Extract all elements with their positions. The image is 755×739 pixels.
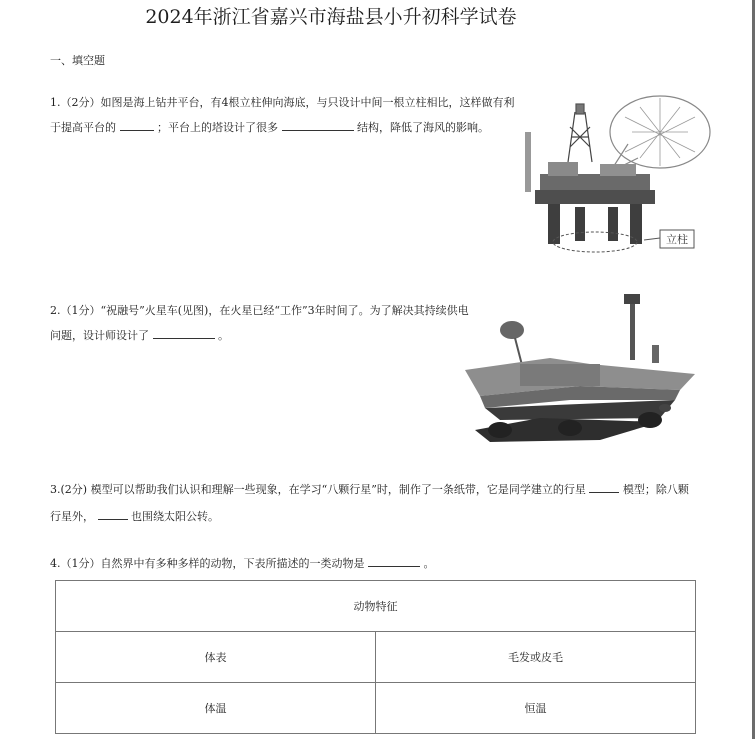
question-1-blank-1[interactable] <box>120 117 154 131</box>
question-1 <box>50 90 520 140</box>
table-cell-label: 体温 <box>56 683 376 734</box>
question-4-text-b: 。 <box>423 557 435 570</box>
table-header-row <box>56 581 696 632</box>
drilling-platform-figure <box>520 92 720 272</box>
question-1-blank-2[interactable] <box>282 117 354 131</box>
question-4 <box>50 551 690 576</box>
question-2-blank[interactable] <box>153 325 215 339</box>
table-header: 动物特征 <box>56 581 696 632</box>
question-3-text-a: 3.(2分) 模型可以帮助我们认识和理解一些现象，在学习“八颗行星”时，制作了一条纸带，它是同学建立的行星 <box>50 483 586 496</box>
table-row <box>56 683 696 734</box>
question-3-blank-1[interactable] <box>589 479 619 493</box>
table-cell-value: 毛发或皮毛 <box>376 632 696 683</box>
question-3-text-b: 模型；除八颗行星外， <box>50 483 689 523</box>
question-1-text-c: 结构，降低了海风的影响。 <box>357 121 489 134</box>
question-2 <box>50 298 470 348</box>
animal-feature-table <box>55 580 696 734</box>
question-2-text-a: 2.（1分）“祝融号”火星车(见图)，在火星已经“工作”3年时间了。为了解决其持续供电问题，设计师设计了 <box>50 304 469 342</box>
question-3-text-c: 也围绕太阳公转。 <box>131 510 219 523</box>
table-cell-label: 体表 <box>56 632 376 683</box>
question-3 <box>50 476 690 530</box>
question-4-blank[interactable] <box>368 553 420 567</box>
mars-rover-figure <box>460 290 700 450</box>
question-4-text-a: 4.（1分）自然界中有多种多样的动物，下表所描述的一类动物是 <box>50 557 365 570</box>
figure-label-pillar: 立柱 <box>666 233 688 246</box>
question-2-text-b: 。 <box>218 329 229 342</box>
table-cell-value: 恒温 <box>376 683 696 734</box>
question-1-text-a: 1.（2分）如图是海上钻井平台，有4根立柱伸向海底，与只设计中间一根立柱相比，这样做有利于提高平台的 <box>50 96 515 134</box>
question-3-blank-2[interactable] <box>98 506 128 520</box>
table-row <box>56 632 696 683</box>
page-title: 2024年浙江省嘉兴市海盐县小升初科学试卷 <box>145 6 517 28</box>
section-heading: 一、填空题 <box>50 54 105 67</box>
question-1-text-b: ；平台上的塔设计了很多 <box>157 121 278 134</box>
